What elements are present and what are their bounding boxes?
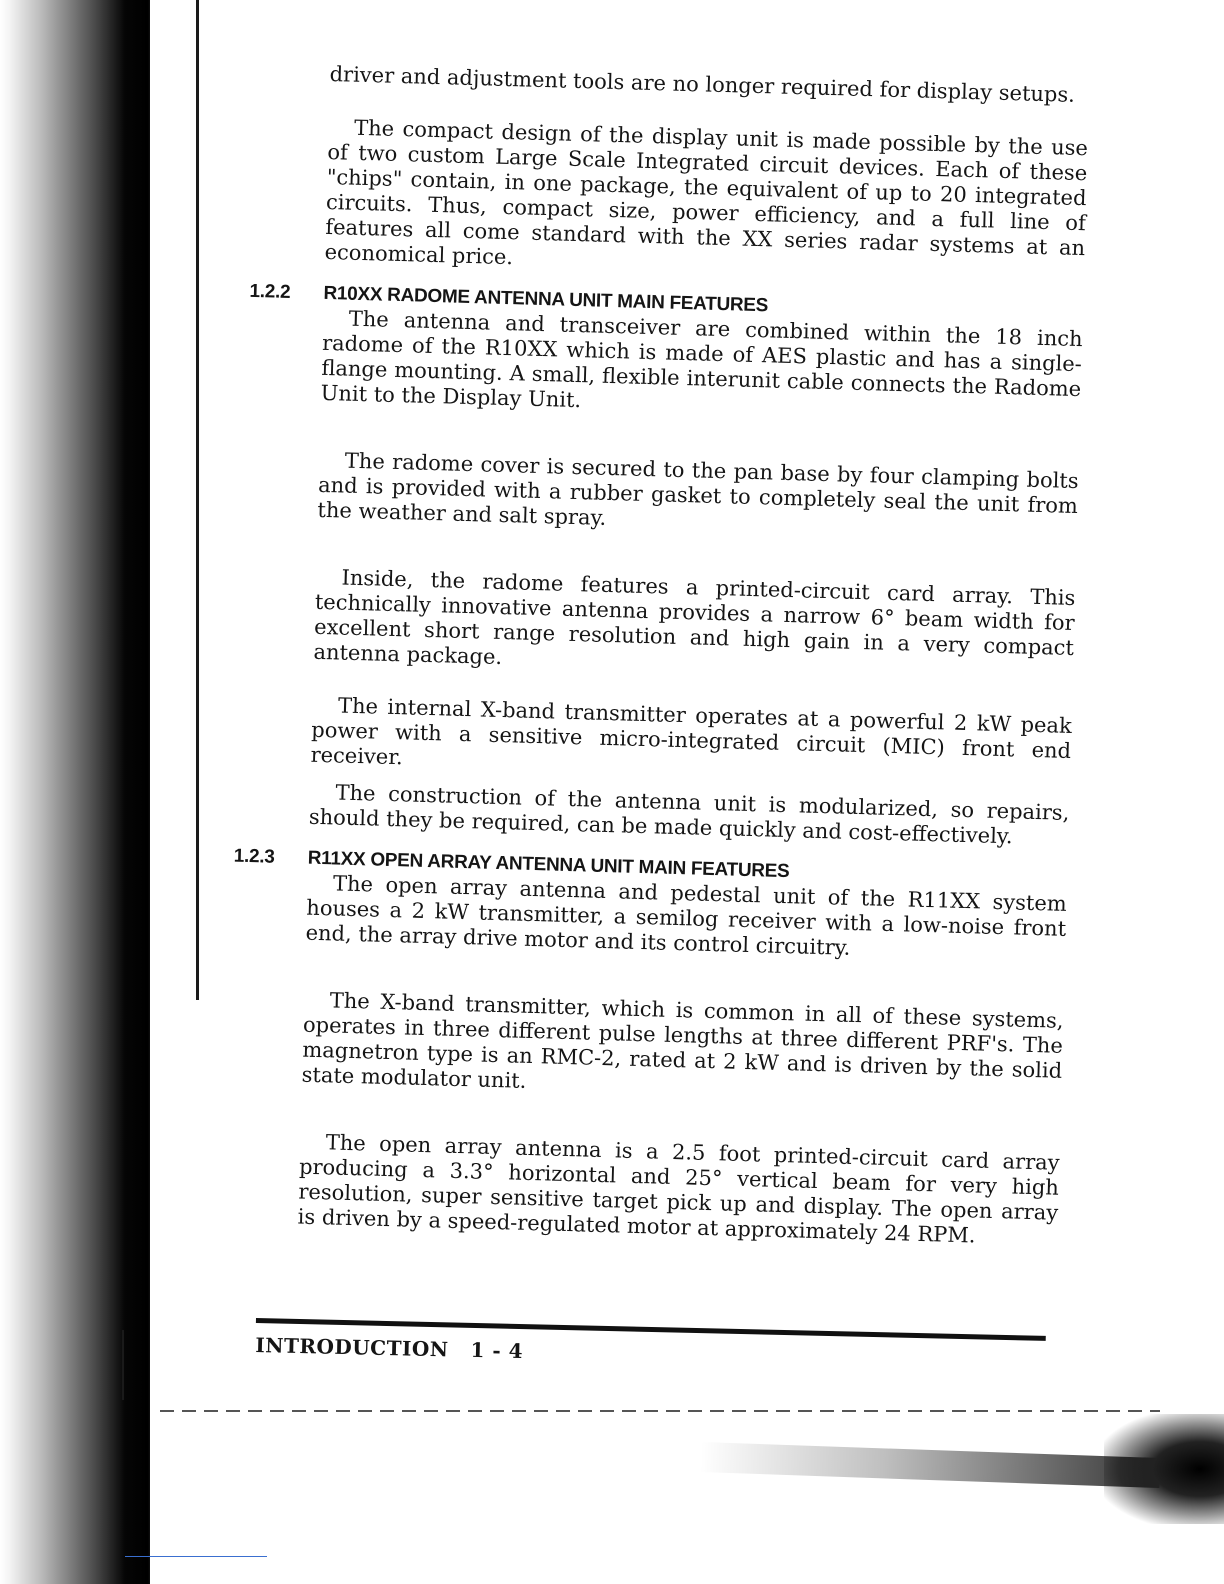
binding-shadow [0,0,150,1584]
paragraph-open-array-intro: The open array antenna and pedestal unit of the R11XX system houses a 2 kW transmitter, a semilog receiver with a low-noise front end, the array drive motor and its control circuitry. [305,871,1068,960]
scan-artifact-dashes [160,1410,1160,1412]
footer-text [255,1333,1045,1375]
paragraph-radome-construction: The construction of the antenna unit is modularized, so repairs, should they be required, can be made quickly and cost-effectively. [308,780,1070,849]
document-page [233,62,1089,1251]
section-title: R10XX RADOME ANTENNA UNIT MAIN FEATURES [323,282,769,317]
section-number: 1.2.3 [233,845,275,868]
page-number: 1 - 4 [470,1337,524,1364]
paragraph-compact-design: The compact design of the display unit is made possible by the use of two custom Large Scale Integrated circuit devices. Each of these "chips" contain, in one package, the equivalent of up to 20 integrated circuits. Thus, compact size, power efficiency, and a full line of features all come standard with the XX series radar systems at an economical price. [324,115,1089,270]
paragraph-continuation: driver and adjustment tools are no longer required for display setups. [329,62,1076,107]
paragraph-open-array-antenna: The open array antenna is a 2.5 foot printed-circuit card array producing a 3.3° horizontal and 25° vertical beam for very high resolution, super sensitive target pick up and display. The open array is driven by a speed-regulated motor at approximately 24 RPM. [297,1130,1060,1248]
binding-edge-line [196,0,199,1000]
section-title: R11XX OPEN ARRAY ANTENNA UNIT MAIN FEATURES [307,847,790,883]
scan-artifact-smudge [1104,1414,1224,1524]
page-footer [255,1318,1046,1375]
scan-artifact-line [125,1556,267,1557]
paragraph-radome-cover: The radome cover is secured to the pan base by four clamping bolts and is provided with a rubber gasket to completely seal the unit from the weather and salt spray. [317,448,1079,530]
paragraph-radome-array: Inside, the radome features a printed-circuit card array. This technically innovative antenna provides a narrow 6° beam width for excellent short range resolution and high gain in a very compact antenna package. [313,565,1076,670]
section-number: 1.2.2 [249,280,291,303]
scan-artifact-shadow [700,1442,1161,1488]
paragraph-open-array-transmitter: The X-band transmitter, which is common in all of these systems, operates in three different pulse lengths at three different PRF's. The magnetron type is an RMC-2, rated at 2 kW and is driven by the solid state modulator unit. [301,988,1064,1093]
footer-label: INTRODUCTION [255,1332,449,1362]
paragraph-radome-transmitter: The internal X-band transmitter operates at a powerful 2 kW peak power with a sensitive micro-integrated circuit (MIC) front end receiver. [310,693,1073,770]
paragraph-radome-intro: The antenna and transceiver are combined within the 18 inch radome of the R10XX which is made of AES plastic and has a single-flange mounting. A small, flexible interunit cable connects the Radome Unit to the Display Unit. [320,306,1083,413]
binding-edge-line-lower [122,1330,124,1400]
